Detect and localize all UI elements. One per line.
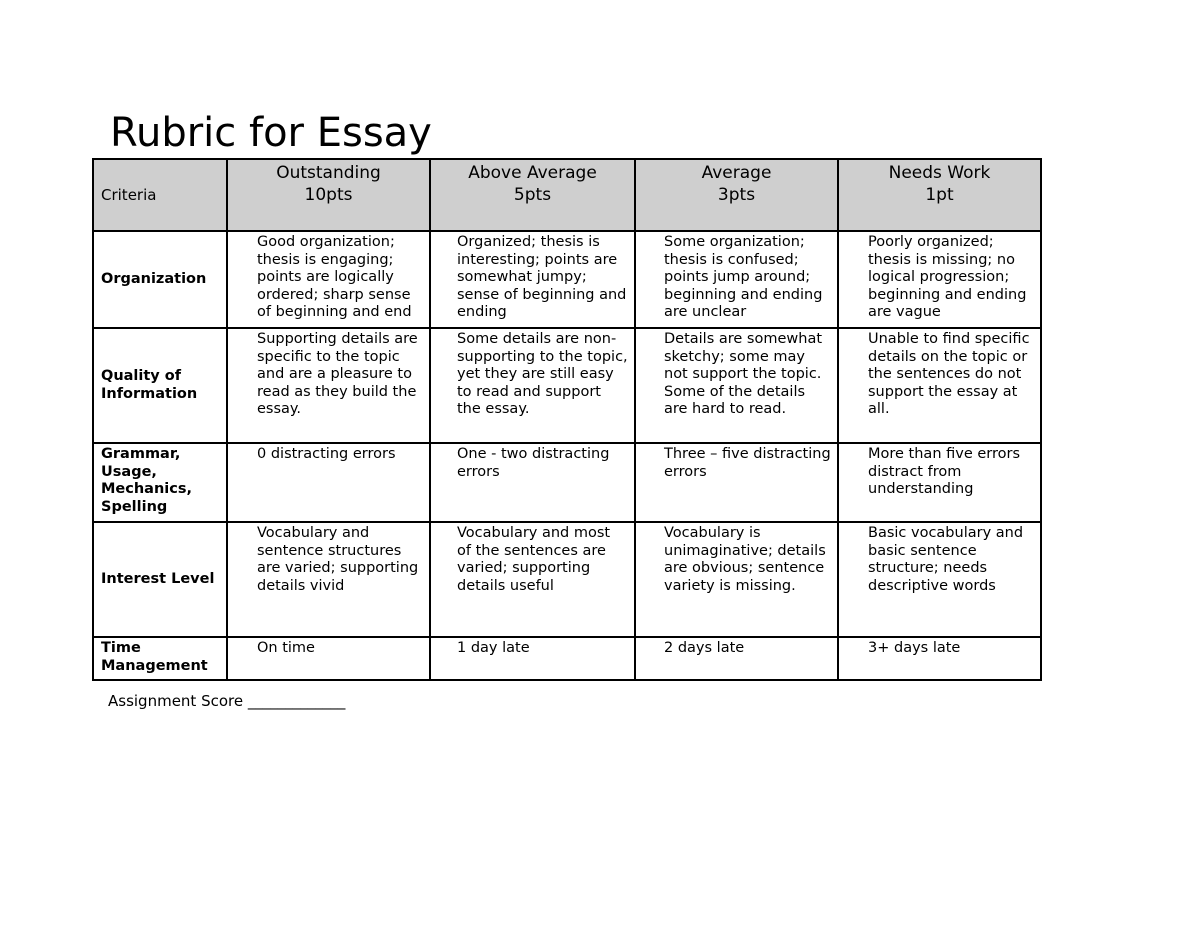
table-row: [93, 328, 1041, 443]
header-average: [635, 159, 838, 231]
rubric-cell: 2 days late: [635, 637, 838, 680]
assignment-score-line: Assignment Score _____________: [108, 692, 346, 710]
rubric-cell: On time: [227, 637, 430, 680]
rubric-cell: More than five errors distract from understanding: [838, 443, 1041, 522]
header-level-points: 3pts: [717, 185, 756, 205]
rubric-cell: Vocabulary and sentence structures are varied; supporting details vivid: [227, 522, 430, 637]
rubric-cell: Some organization; thesis is confused; points jump around; beginning and ending are unclear: [635, 231, 838, 328]
rubric-cell: Unable to find specific details on the topic or the sentences do not support the essay at all.: [838, 328, 1041, 443]
header-level-name: Outstanding: [276, 163, 381, 183]
header-level-name: Average: [701, 163, 772, 183]
rubric-cell: Some details are non-supporting to the topic, yet they are still easy to read and support the essay.: [430, 328, 635, 443]
criterion-interest-level: Interest Level: [93, 522, 227, 637]
rubric-cell: Vocabulary and most of the sentences are varied; supporting details useful: [430, 522, 635, 637]
rubric-cell: Details are somewhat sketchy; some may not support the topic. Some of the details are hard to read.: [635, 328, 838, 443]
header-outstanding: [227, 159, 430, 231]
header-above-average: [430, 159, 635, 231]
table-row: [93, 522, 1041, 637]
header-criteria: Criteria: [93, 159, 227, 231]
criterion-organization: Organization: [93, 231, 227, 328]
table-row: [93, 443, 1041, 522]
rubric-cell: Three – five distracting errors: [635, 443, 838, 522]
header-level-points: 1pt: [925, 185, 954, 205]
rubric-cell: Vocabulary is unimaginative; details are obvious; sentence variety is missing.: [635, 522, 838, 637]
table-row: [93, 637, 1041, 680]
header-level-points: 5pts: [513, 185, 552, 205]
header-row: [93, 159, 1041, 231]
header-needs-work: [838, 159, 1041, 231]
page-title: Rubric for Essay: [110, 110, 432, 156]
rubric-cell: One - two distracting errors: [430, 443, 635, 522]
rubric-cell: Good organization; thesis is engaging; points are logically ordered; sharp sense of beginning and end: [227, 231, 430, 328]
criterion-grammar: Grammar, Usage, Mechanics, Spelling: [93, 443, 227, 522]
header-level-name: Needs Work: [888, 163, 991, 183]
rubric-cell: 1 day late: [430, 637, 635, 680]
rubric-table: [92, 158, 1042, 681]
rubric-cell: Supporting details are specific to the topic and are a pleasure to read as they build the essay.: [227, 328, 430, 443]
rubric-cell: 3+ days late: [838, 637, 1041, 680]
rubric-cell: 0 distracting errors: [227, 443, 430, 522]
header-level-points: 10pts: [304, 185, 353, 205]
rubric-cell: Poorly organized; thesis is missing; no logical progression; beginning and ending are vague: [838, 231, 1041, 328]
table-row: [93, 231, 1041, 328]
rubric-cell: Basic vocabulary and basic sentence structure; needs descriptive words: [838, 522, 1041, 637]
header-level-name: Above Average: [468, 163, 597, 183]
criterion-time-management: Time Management: [93, 637, 227, 680]
rubric-cell: Organized; thesis is interesting; points are somewhat jumpy; sense of beginning and ending: [430, 231, 635, 328]
criterion-quality-of-information: Quality of Information: [93, 328, 227, 443]
